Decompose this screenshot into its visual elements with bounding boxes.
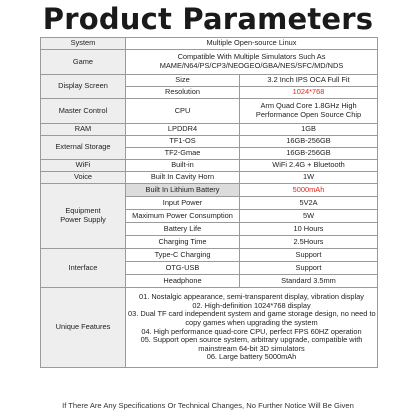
input-power-label: Input Power: [126, 197, 240, 210]
system-label: System: [41, 38, 126, 50]
table-row: [41, 99, 378, 124]
charging-time-value: 2.5Hours: [240, 236, 378, 249]
tf1-os-value: 16GB-256GB: [240, 136, 378, 148]
feature-line: 04. High performance quad-core CPU, perfect FPS 60HZ operation: [141, 326, 362, 336]
game-label: Game: [41, 50, 126, 75]
system-value: Multiple Open-source Linux: [126, 38, 378, 50]
table-row: [41, 50, 378, 75]
feature-line: 05. Support open source system, arbitrary upgrade, compatible with: [140, 335, 363, 345]
tf2-game-label: TF2-Gmae: [126, 148, 240, 160]
wifi-label: WiFi: [41, 160, 126, 172]
power-supply-label: [41, 184, 126, 249]
power-supply-label-line2: Power Supply: [60, 215, 106, 224]
wifi-value: WiFi 2.4G + Bluetooth: [240, 160, 378, 172]
battery-life-label: Battery Life: [126, 223, 240, 236]
table-row: [41, 136, 378, 148]
game-value-line2: MAME/N64/PS/CP3/NEOGEO/GBA/NES/SFC/MD/NDS: [159, 61, 344, 70]
tf2-game-value: 16GB-256GB: [240, 148, 378, 160]
master-control-label: Master Control: [41, 99, 126, 124]
cpu-value-line2: Performance Open Source Chip: [255, 110, 362, 119]
page-title: Product Parameters: [42, 2, 374, 36]
charging-time-label: Charging Time: [126, 236, 240, 249]
voice-value: 1W: [240, 172, 378, 184]
max-power-value: 5W: [240, 210, 378, 223]
otg-usb-value: Support: [240, 262, 378, 275]
voice-label: Voice: [41, 172, 126, 184]
table-row: [41, 160, 378, 172]
ram-label: RAM: [41, 124, 126, 136]
type-c-value: Support: [240, 249, 378, 262]
voice-sub: Built In Cavity Horn: [126, 172, 240, 184]
feature-line: copy games when upgrading the system: [185, 317, 318, 327]
max-power-label: Maximum Power Consumption: [126, 210, 240, 223]
game-value-line1: Compatible With Multiple Simulators Such As: [177, 52, 326, 62]
feature-line: 06. Large battery 5000mAh: [206, 352, 297, 362]
battery-label: Built In Lithium Battery: [126, 184, 240, 197]
unique-features-list: [126, 288, 378, 368]
input-power-value: 5V2A: [240, 197, 378, 210]
unique-features-label: Unique Features: [41, 288, 126, 368]
table-row: [41, 184, 378, 197]
footer-disclaimer: If There Are Any Specifications Or Technical Changes, No Further Notice Will Be Given: [62, 401, 354, 410]
table-row: [41, 249, 378, 262]
wifi-sub: Built-in: [126, 160, 240, 172]
game-value: [126, 50, 378, 75]
tf1-os-label: TF1-OS: [126, 136, 240, 148]
ram-value: 1GB: [240, 124, 378, 136]
display-size-label: Size: [126, 75, 240, 87]
table-row: [41, 124, 378, 136]
feature-line: 03. Dual TF card independent system and game storage design, no need to: [128, 309, 376, 319]
table-row: [41, 172, 378, 184]
display-resolution-value: 1024*768: [240, 87, 378, 99]
display-size-value: 3.2 Inch IPS OCA Full Fit: [240, 75, 378, 87]
display-label: Display Screen: [41, 75, 126, 99]
cpu-value-line1: Arm Quad Core 1.8GHz High: [260, 101, 357, 111]
headphone-value: Standard 3.5mm: [240, 275, 378, 288]
cpu-label: CPU: [126, 99, 240, 124]
display-resolution-label: Resolution: [126, 87, 240, 99]
battery-value: 5000mAh: [240, 184, 378, 197]
feature-line: 02. High-definition 1024*768 display: [192, 300, 311, 310]
table-row: [41, 38, 378, 50]
feature-line: 01. Nostalgic appearance, semi-transparent display, vibration display: [139, 292, 364, 302]
cpu-value: [240, 99, 378, 124]
feature-line: mainstream 64-bit 3D simulators: [198, 343, 305, 353]
spec-table: [40, 37, 378, 368]
otg-usb-label: OTG-USB: [126, 262, 240, 275]
power-supply-label-line1: Equipment: [65, 206, 101, 216]
ram-type: LPDDR4: [126, 124, 240, 136]
headphone-label: Headphone: [126, 275, 240, 288]
interface-label: Interface: [41, 249, 126, 288]
battery-life-value: 10 Hours: [240, 223, 378, 236]
storage-label: External Storage: [41, 136, 126, 160]
table-row: [41, 75, 378, 87]
type-c-label: Type-C Charging: [126, 249, 240, 262]
table-row: [41, 288, 378, 368]
